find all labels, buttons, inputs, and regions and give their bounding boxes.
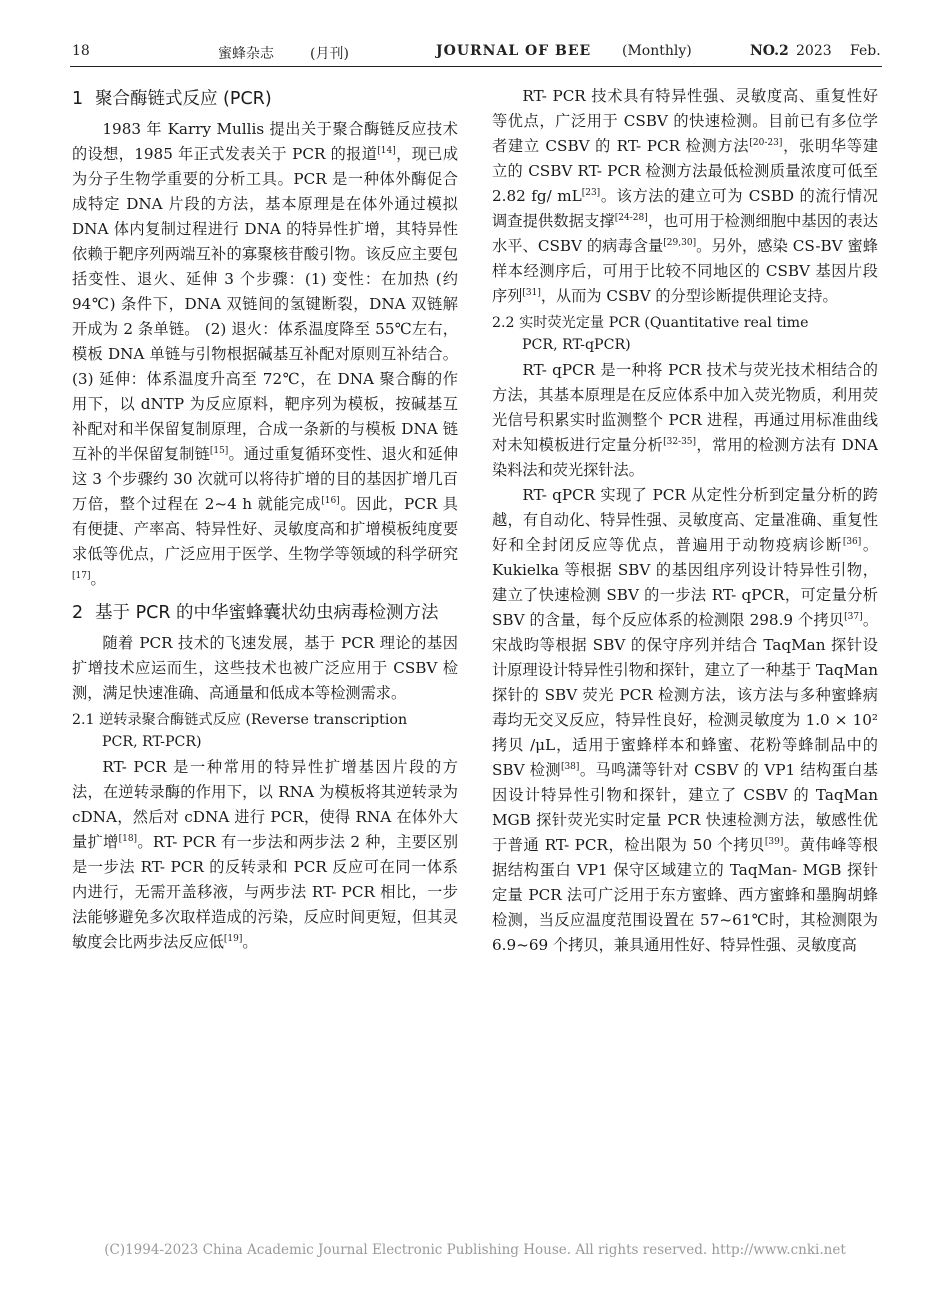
- subsection-title-line1: 2.2 实时荧光定量 PCR (Quantitative real time: [492, 315, 809, 331]
- paragraph-rt-qpcr-applications: RT- qPCR 实现了 PCR 从定性分析到定量分析的跨越，有自动化、特异性强、灵敏度高、定量准确、重复性好和全封闭反应等优点，普遍用于动物疫病诊断[36]。Kukielka 等根据 SBV 的基因组序列设计特异性引物，建立了快速检测 SBV 的一步法 RT- qPCR，可定量分析 SBV 的含量，每个反应体系的检测限 298.9 个拷贝[37]。宋战昀等根据 SBV 的保守序列并结合 TaqMan 探针设计原理设计特异性引物和探针，建立了一种基于 TaqMan 探针的 SBV 荧光 PCR 检测方法，该方法与多种蜜蜂病毒均无交叉反应，特异性良好，检测灵敏度为 1.0 × 10² 拷贝 /μL，适用于蜜蜂样本和蜂蜜、花粉等蜂制品中的 SBV 检测[38]。马鸣潇等针对 CSBV 的 VP1 结构蛋白基因设计特异性引物和探针，建立了 CSBV 的 TaqMan MGB 探针荧光实时定量 PCR 快速检测方法，敏感性优于普通 RT- PCR，检出限为 50 个拷贝[39]。黄伟峰等根据结构蛋白 VP1 保守区域建立的 TaqMan- MGB 探针定量 PCR 法可广泛用于东方蜜蜂、西方蜜蜂和墨胸胡蜂检测，当反应温度范围设置在 57~61℃时，其检测限为 6.9~69 个拷贝，兼具通用性好、特异性强、灵敏度高: [492, 486, 879, 954]
- issue-month: Feb.: [850, 43, 881, 59]
- subsection-2-1-heading: [72, 709, 458, 753]
- frequency-en: (Monthly): [622, 43, 692, 59]
- section-number: 1: [72, 89, 84, 109]
- citation: [39]: [764, 837, 784, 847]
- citation: [37]: [844, 612, 863, 622]
- citation: [15]: [209, 446, 229, 456]
- issue-number: NO.2: [750, 43, 789, 59]
- running-header: [70, 40, 882, 66]
- section-title: 聚合酶链式反应 (PCR): [95, 89, 272, 109]
- citation: [19]: [223, 934, 243, 944]
- citation: [18]: [118, 834, 138, 844]
- citation: [36]: [842, 537, 862, 547]
- paragraph-rt-qpcr: RT- qPCR 是一种将 PCR 技术与荧光技术相结合的方法，其基本原理是在反应体系中加入荧光物质，利用荧光信号积累实时监测整个 PCR 进程，再通过用标准曲线对未知模板进行定量分析[32-35]，常用的检测方法有 DNA 染料法和荧光探针法。: [492, 361, 879, 479]
- journal-title-en: JOURNAL OF BEE: [436, 43, 592, 59]
- subsection-title-line2: PCR, RT-qPCR): [522, 337, 631, 353]
- paragraph-rt-pcr-advantages: RT- PCR 技术具有特异性强、灵敏度高、重复性好等优点，广泛用于 CSBV 的快速检测。目前已有多位学者建立 CSBV 的 RT- PCR 检测方法[20-23]，张明华等建立的 CSBV RT- PCR 检测方法最低检测质量浓度可低至 2.82 fg/ mL[23]。该方法的建立可为 CSBD 的流行情况调查提供数据支撑[24-28]，也可用于检测细胞中基因的表达水平、CSBV 的病毒含量[29,30]。另外，感染 CS-BV 蜜蜂样本经测序后，可用于比较不同地区的 CSBV 基因片段序列[31]，从而为 CSBV 的分型诊断提供理论支持。: [492, 87, 879, 305]
- issue-year: 2023: [796, 43, 832, 59]
- citation: [32-35]: [663, 437, 697, 447]
- left-column: [72, 84, 458, 955]
- citation: [29,30]: [663, 238, 697, 248]
- subsection-title-line2: PCR, RT-PCR): [102, 734, 202, 750]
- subsection-title-line1: 2.1 逆转录聚合酶链式反应 (Reverse transcription: [72, 712, 408, 728]
- subsection-2-2-heading: [492, 312, 878, 356]
- header-rule: [70, 66, 882, 67]
- journal-title-cn: 蜜蜂杂志: [218, 46, 274, 62]
- page-number: 18: [72, 43, 90, 59]
- citation: [16]: [321, 496, 340, 506]
- section-2-heading: [72, 600, 458, 627]
- paragraph-section-2: 随着 PCR 技术的飞速发展，基于 PCR 理论的基因扩增技术应运而生，这些技术也被广泛应用于 CSBV 检测，满足快速准确、高通量和低成本等检测需求。: [72, 634, 458, 702]
- citation: [23]: [581, 188, 601, 198]
- citation: [14]: [377, 146, 396, 156]
- citation: [20-23]: [749, 138, 783, 148]
- paragraph-pcr-intro: 1983 年 Karry Mullis 提出关于聚合酶链反应技术的设想，1985 年正式发表关于 PCR 的报道[14]，现已成为分子生物学重要的分析工具。PCR 是一种体外酶促合成特定 DNA 片段的方法，基本原理是在体外通过模拟 DNA 体内复制过程进行 DNA 的特异性扩增，其特异性依赖于靶序列两端互补的寡聚核苷酸引物。该反应主要包括变性、退火、延伸 3 个步骤：(1) 变性：在加热 (约 94℃) 条件下，DNA 双链间的氢键断裂，DNA 双链解开成为 2 条单链。 (2) 退火：体系温度降至 55℃左右，模板 DNA 单链与引物根据碱基互补配对原则互补结合。 (3) 延伸：体系温度升高至 72℃，在 DNA 聚合酶的作用下，以 dNTP 为反应原料，靶序列为模板，按碱基互补配对和半保留复制原理，合成一条新的与模板 DNA 链互补的半保留复制链[15]。通过重复循环变性、退火和延伸这 3 个步骤约 30 次就可以将待扩增的目的基因扩增几百万倍，整个过程在 2~4 h 就能完成[16]。因此，PCR 具有便捷、产率高、特异性好、灵敏度高和扩增模板纯度要求低等优点，广泛应用于医学、生物学等领域的科学研究[17]。: [72, 120, 459, 588]
- citation: [31]: [522, 288, 541, 298]
- frequency-cn: (月刊): [310, 46, 349, 62]
- copyright-footer: (C)1994-2023 China Academic Journal Electronic Publishing House. All rights reserved. http://www.cnki.net: [104, 1242, 846, 1258]
- section-title: 基于 PCR 的中华蜜蜂囊状幼虫病毒检测方法: [95, 603, 439, 623]
- citation: [38]: [560, 762, 580, 772]
- section-number: 2: [72, 603, 84, 623]
- citation: [17]: [72, 571, 91, 581]
- citation: [24-28]: [614, 213, 648, 223]
- right-column: [492, 84, 878, 958]
- section-1-heading: [72, 86, 458, 113]
- paragraph-rt-pcr: RT- PCR 是一种常用的特异性扩增基因片段的方法，在逆转录酶的作用下，以 RNA 为模板将其逆转录为 cDNA，然后对 cDNA 进行 PCR，使得 RNA 在体外大量扩增[18]。RT- PCR 有一步法和两步法 2 种，主要区别是一步法 RT- PCR 的反转录和 PCR 反应可在同一体系内进行，无需开盖移液，与两步法 RT- PCR 相比，一步法能够避免多次取样造成的污染，反应时间更短，但其灵敏度会比两步法反应低[19]。: [72, 758, 459, 951]
